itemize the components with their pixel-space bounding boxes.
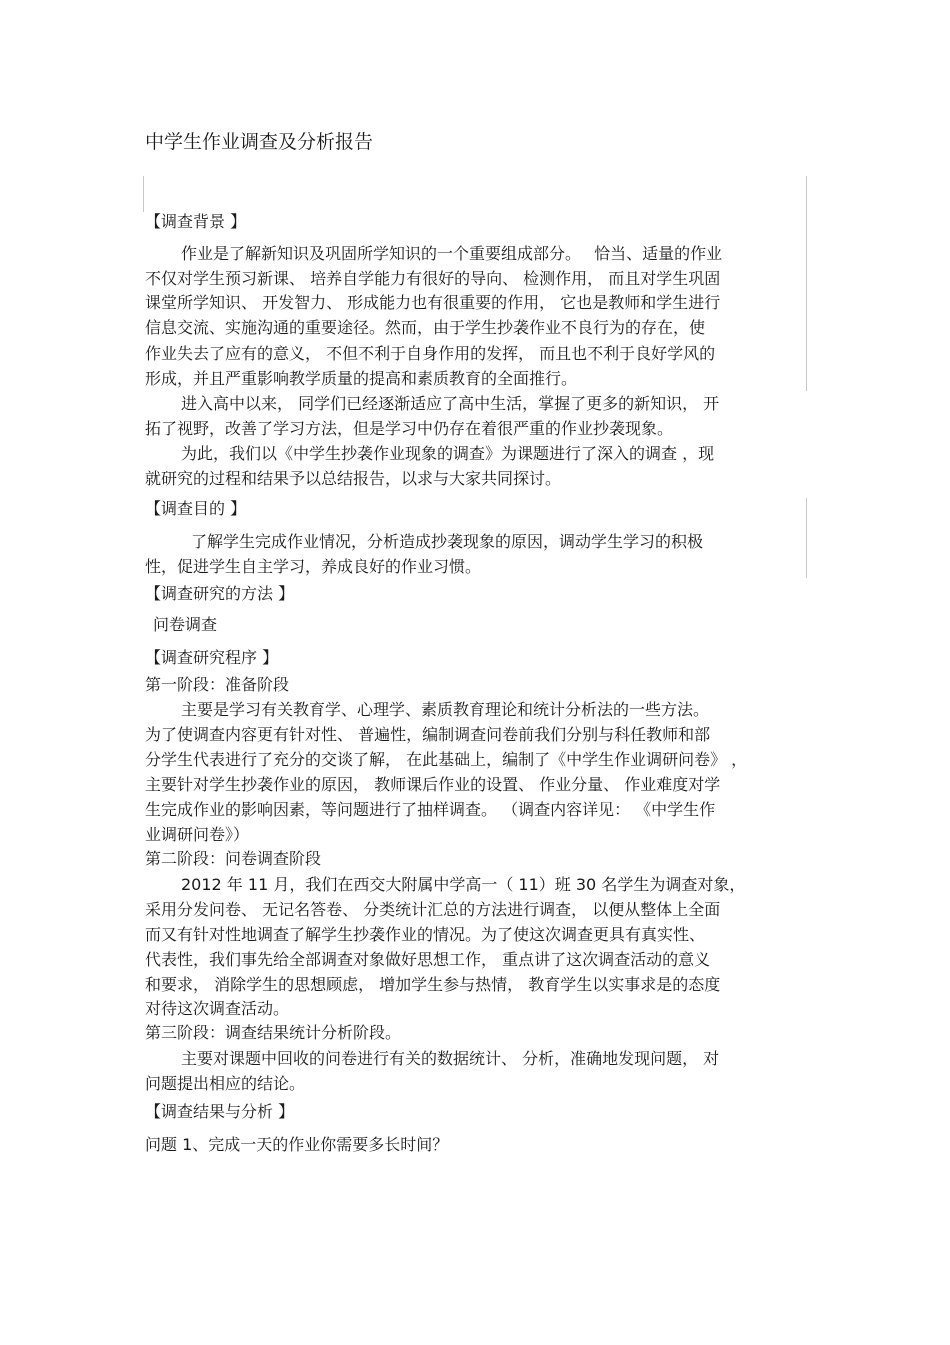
paragraph-line: 了解学生完成作业情况，分析造成抄袭现象的原因，调动学生学习的积极 (191, 532, 704, 551)
paragraph-line: 性，促进学生自主学习，养成良好的作业习惯。 (145, 557, 482, 576)
section-heading-purpose: 【调查目的 】 (145, 499, 247, 518)
paragraph-line: 对待这次调查活动。 (145, 999, 290, 1018)
paragraph-line: 2012 年 11 月，我们在西交大附属中学高一（ 11）班 30 名学生为调查对象， (181, 875, 746, 894)
section-heading-background: 【调查背景 】 (145, 212, 247, 231)
paragraph-line: 代表性，我们事先给全部调查对象做好思想工作， 重点讲了这次调查活动的意义 (145, 950, 711, 969)
paragraph-line: 为了使调查内容更有针对性、 普遍性，编制调查问卷前我们分别与科任教师和部 (145, 725, 711, 744)
paragraph-line: 分学生代表进行了充分的交谈了解， 在此基础上，编制了《中学生作业调研问卷》 ， (145, 750, 748, 769)
left-border-line (143, 176, 144, 212)
section-heading-procedure: 【调查研究程序 】 (145, 648, 279, 667)
paragraph-line: 和要求， 消除学生的思想顾虑， 增加学生参与热情， 教育学生以实事求是的态度 (145, 975, 721, 994)
paragraph-line: 而又有针对性地调查了解学生抄袭作业的情况。为了使这次调查更具有真实性、 (145, 925, 706, 944)
right-border-line-2 (806, 498, 807, 578)
right-border-line (806, 176, 807, 391)
paragraph-line: 采用分发问卷、 无记名答卷、 分类统计汇总的方法进行调查， 以便从整体上全面 (145, 900, 721, 919)
stage-title: 第三阶段：调查结果统计分析阶段。 (145, 1023, 402, 1042)
paragraph-line: 进入高中以来， 同学们已经逐渐适应了高中生活，掌握了更多的新知识， 开 (181, 394, 720, 413)
page-title: 中学生作业调查及分析报告 (145, 131, 374, 153)
paragraph-line: 作业是了解新知识及巩固所学知识的一个重要组成部分。 恰当、适量的作业 (181, 244, 723, 263)
section-heading-method: 【调查研究的方法 】 (145, 584, 295, 603)
paragraph-line: 主要对课题中回收的问卷进行有关的数据统计、 分析，准确地发现问题， 对 (181, 1049, 720, 1068)
paragraph-line: 形成，并且严重影响教学质量的提高和素质教育的全面推行。 (145, 369, 578, 388)
paragraph-line: 主要是学习有关教育学、心理学、素质教育理论和统计分析法的一些方法。 (181, 700, 710, 719)
paragraph-line: 课堂所学知识、 开发智力、 形成能力也有很重要的作用， 它也是教师和学生进行 (145, 293, 721, 312)
paragraph-line: 为此，我们以《中学生抄袭作业现象的调查》为课题进行了深入的调查 ，现 (181, 444, 715, 463)
paragraph-line: 问题提出相应的结论。 (145, 1074, 306, 1093)
paragraph-line: 问卷调查 (153, 615, 218, 634)
paragraph-line: 就研究的过程和结果予以总结报告，以求与大家共同探讨。 (145, 469, 562, 488)
paragraph-line: 拓了视野，改善了学习方法，但是学习中仍存在着很严重的作业抄袭现象。 (145, 419, 674, 438)
question-line: 问题 1、完成一天的作业你需要多长时间？ (145, 1135, 449, 1154)
stage-title: 第一阶段：准备阶段 (145, 675, 290, 694)
paragraph-line: 不仅对学生预习新课、 培养自学能力有很好的导向、 检测作用， 而且对学生巩固 (145, 269, 721, 288)
stage-title: 第二阶段：问卷调查阶段 (145, 849, 322, 868)
paragraph-line: 生完成作业的影响因素，等问题进行了抽样调查。 （调查内容详见： 《中学生作 (145, 800, 716, 819)
paragraph-line: 业调研问卷》） (145, 825, 250, 844)
paragraph-line: 主要针对学生抄袭作业的原因， 教师课后作业的设置、 作业分量、 作业难度对学 (145, 775, 721, 794)
paragraph-line: 作业失去了应有的意义， 不但不利于自身作用的发挥， 而且也不利于良好学风的 (145, 344, 716, 363)
section-heading-results: 【调查结果与分析 】 (145, 1102, 295, 1121)
paragraph-line: 信息交流、实施沟通的重要途径。然而，由于学生抄袭作业不良行为的存在，使 (145, 318, 706, 337)
